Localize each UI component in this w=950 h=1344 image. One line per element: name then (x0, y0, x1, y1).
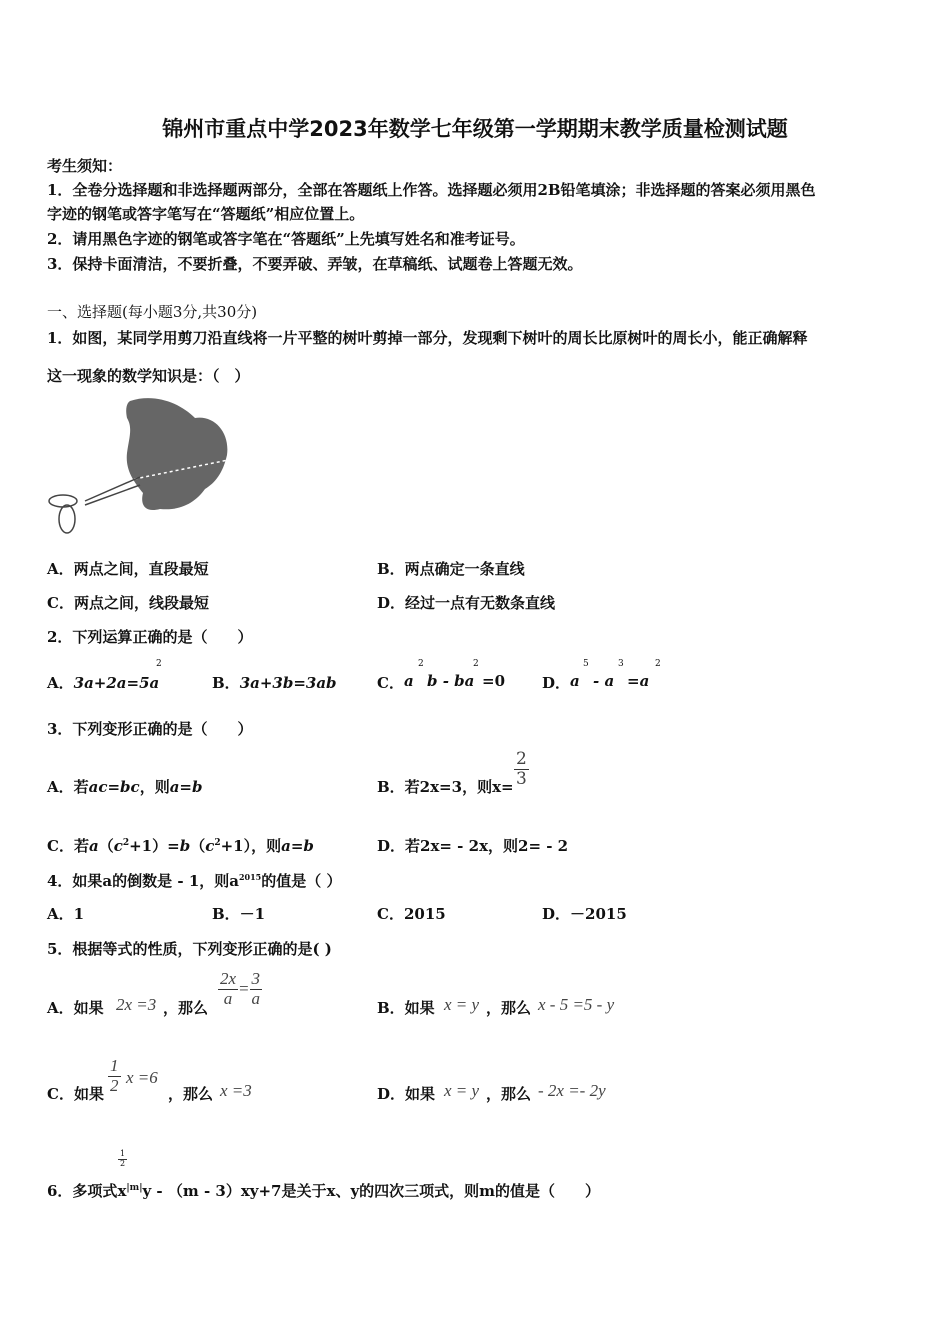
q2-stem: 2．下列运算正确的是（ ） (47, 628, 253, 646)
q5-option-d-label: D．如果 (377, 1085, 436, 1103)
q5-d-result: - 2x =- 2y (538, 1081, 606, 1100)
superscript: 2015 (238, 872, 262, 882)
option-text: +1），则 (220, 837, 282, 855)
stem-text: 的值是（ ） (261, 872, 342, 890)
option-expr: c (113, 837, 123, 855)
option-expr: 3a+2a=5a (73, 674, 160, 692)
q5-c-result: x =3 (220, 1081, 252, 1100)
option-label: B． (212, 674, 240, 692)
q1-option-d: D．经过一点有无数条直线 (377, 594, 556, 612)
q5-b-then: ，那么 (486, 999, 532, 1017)
fraction-numerator: 2x (220, 969, 237, 988)
q5-a-expr: 2x =3 (116, 995, 157, 1014)
notice-heading: 考生须知： (47, 157, 123, 175)
option-label: C．若 (47, 837, 89, 855)
q5-option-c-label: C．如果 (47, 1085, 104, 1103)
fraction-numerator: 2 (516, 749, 527, 769)
scissors-blade (85, 477, 140, 501)
q4-stem (47, 870, 341, 891)
option-text: +1）= (129, 837, 180, 855)
q1-option-a: A．两点之间，直段最短 (47, 560, 209, 578)
option-expr: b (179, 837, 191, 855)
notice-item: 1．全卷分选择题和非选择题两部分，全部在答题纸上作答。选择题必须用2B铅笔填涂；非选择题的答案必须用黑色 (47, 181, 816, 199)
stem-var: x (117, 1182, 127, 1200)
superscript: 2 (655, 659, 661, 669)
q6-fraction (118, 1150, 127, 1169)
q2-c-expr: =0 (482, 672, 506, 690)
fraction-denominator: a (223, 988, 233, 1008)
superscript: 2 (418, 659, 424, 669)
q2-c-expr: a (404, 672, 414, 690)
q5-stem: 5．根据等式的性质，下列变形正确的是( ) (47, 940, 332, 958)
q5-b-result: x - 5 =5 - y (538, 995, 615, 1014)
fraction-denominator: a (251, 988, 261, 1008)
superscript: 2 (214, 838, 221, 848)
q5-d-expr: x = y (444, 1081, 480, 1100)
leaf-shape (126, 398, 227, 510)
page-title: 锦州市重点中学2023年数学七年级第一学期期末教学质量检测试题 (162, 117, 788, 141)
q5-c-fraction (108, 1057, 121, 1095)
option-expr: a (88, 837, 99, 855)
scissors-blade (85, 485, 140, 505)
section-heading: 一、选择题(每小题3分,共30分) (47, 303, 258, 321)
superscript: |m| (126, 1183, 143, 1193)
stem-text: y - （m - 3）xy+7是关于x、y的四次三项式，则m的值是（ ） (142, 1182, 601, 1200)
q5-option-a-label: A．如果 (47, 999, 104, 1017)
option-text: （ (190, 837, 206, 855)
q5-a-result (218, 970, 262, 1008)
fraction-numerator: 1 (120, 1149, 126, 1158)
superscript: 2 (156, 659, 162, 669)
option-label: A． (47, 674, 74, 692)
q2-d-expr: a (570, 672, 580, 690)
scissors-handle (49, 495, 77, 507)
q1-option-b: B．两点确定一条直线 (377, 560, 525, 578)
fraction-denominator: 2 (120, 1158, 126, 1168)
q3-stem: 3．下列变形正确的是（ ） (47, 720, 253, 738)
q3-option-b: B．若2x=3，则x= (377, 778, 514, 796)
fraction-numerator: 1 (110, 1056, 119, 1075)
q5-c-then: ，那么 (168, 1085, 214, 1103)
fraction-denominator: 2 (110, 1075, 119, 1095)
option-expr: ac=bc (88, 778, 140, 796)
stem-text: 4．如果a的倒数是 - 1，则a (47, 872, 239, 890)
q4-option-c: C．2015 (377, 905, 446, 923)
equals: = (238, 979, 250, 999)
q5-option-b-label: B．如果 (377, 999, 435, 1017)
option-expr: a=b (281, 837, 314, 855)
q5-d-then: ，那么 (486, 1085, 532, 1103)
superscript: 5 (583, 659, 589, 669)
option-expr: a=b (169, 778, 203, 796)
option-text: （ (98, 837, 114, 855)
q5-a-then: ，那么 (163, 999, 209, 1017)
option-label: A．若 (47, 778, 89, 796)
option-expr: c (205, 837, 215, 855)
notice-item: 3．保持卡面清洁，不要折叠，不要弄破、弄皱，在草稿纸、试题卷上答题无效。 (47, 255, 583, 273)
fraction-numerator: 3 (251, 969, 261, 988)
q4-option-b: B．－1 (212, 905, 266, 923)
q5-c-expr: x =6 (126, 1068, 158, 1087)
q1-stem-cont: 这一现象的数学知识是：（ ） (47, 367, 250, 385)
option-text: ，则 (139, 778, 170, 796)
q3-option-a (47, 776, 202, 797)
superscript: 2 (122, 838, 130, 848)
q4-option-a: A．1 (47, 905, 85, 923)
q3-option-c (47, 835, 314, 856)
fraction-denominator: 3 (516, 768, 527, 789)
q2-d-expr: =a (627, 672, 650, 690)
scissors-handle (59, 505, 75, 533)
q5-b-expr: x = y (444, 995, 480, 1014)
q6-stem (47, 1180, 600, 1201)
notice-item: 2．请用黑色字迹的钢笔或答字笔在“答题纸”上先填写姓名和准考证号。 (47, 230, 525, 248)
stem-text: 6．多项式 (47, 1182, 118, 1200)
superscript: 2 (473, 659, 479, 669)
q1-stem: 1．如图，某同学用剪刀沿直线将一片平整的树叶剪掉一部分，发现剩下树叶的周长比原树叶的周长小，能正确解释 (47, 329, 808, 347)
q3-b-fraction (514, 750, 529, 788)
q4-option-d: D．－2015 (542, 905, 627, 923)
q1-option-c: C．两点之间，线段最短 (47, 594, 209, 612)
leaf-scissors-figure (45, 393, 240, 538)
q2-option-b (212, 672, 337, 693)
q2-option-c: C． (377, 674, 404, 692)
q2-c-expr: b - ba (427, 672, 475, 690)
q3-option-d: D．若2x= - 2x，则2= - 2 (377, 837, 569, 855)
notice-item: 字迹的钢笔或答字笔写在“答题纸”相应位置上。 (47, 205, 365, 223)
q2-option-a (47, 672, 159, 693)
superscript: 3 (618, 659, 624, 669)
q2-d-expr: - a (593, 672, 615, 690)
option-expr: 3a+3b=3ab (239, 674, 337, 692)
q2-option-d: D． (542, 674, 571, 692)
